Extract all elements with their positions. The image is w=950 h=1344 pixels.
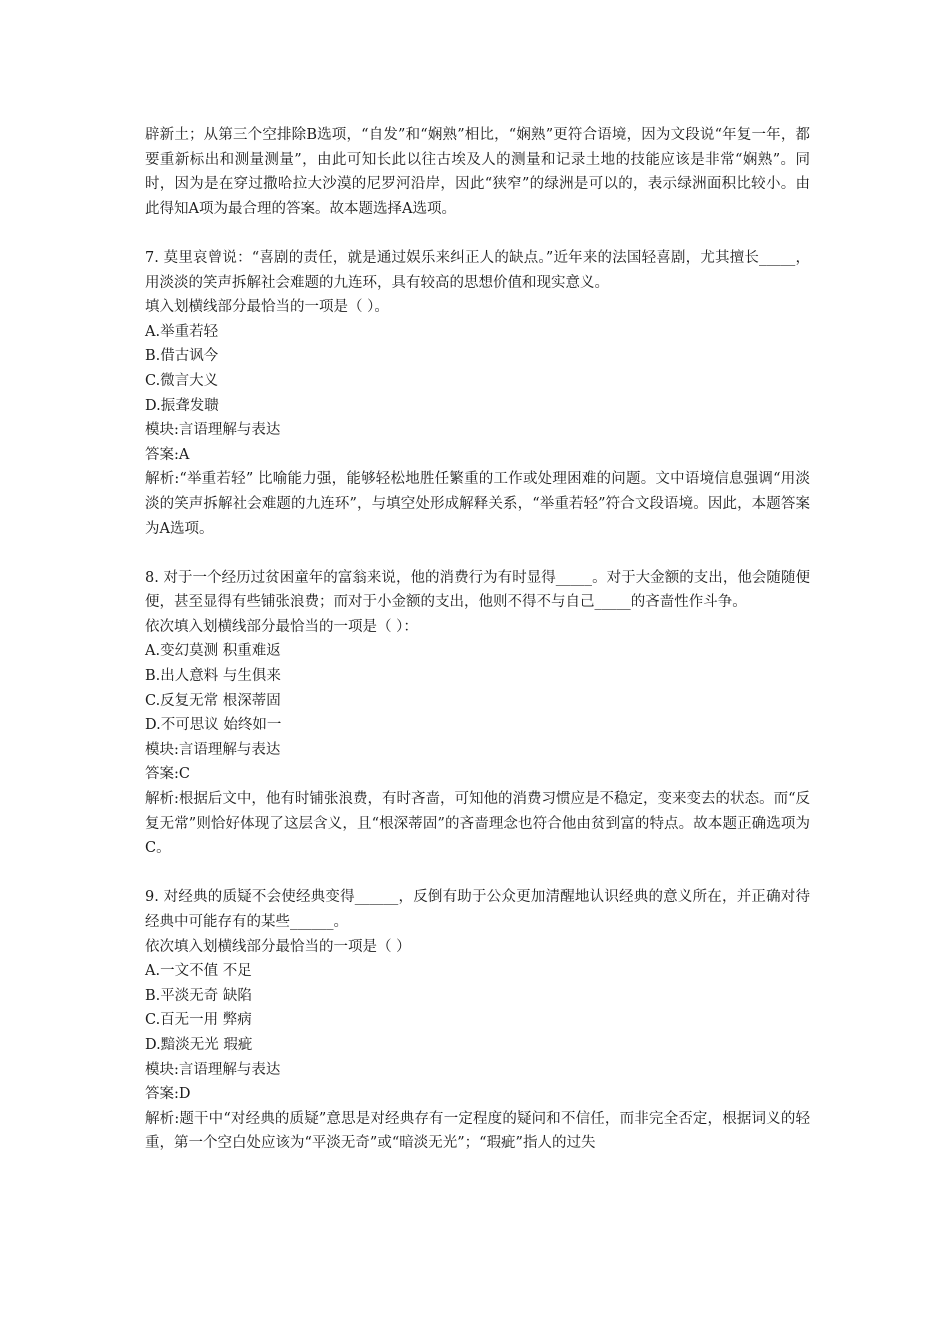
question-prompt: 填入划横线部分最恰当的一项是（ ）。 [145,299,389,316]
option-c: C.反复无常 根深蒂固 [145,692,281,709]
analysis-text: 解析:题干中“对经典的质疑”意思是对经典存有一定程度的疑问和不信任，而非完全否定，根据词义的轻重，第一个空白处应该为“平淡无奇”或“暗淡无光”；“瑕疵”指人的过失 [145,1110,810,1152]
option-c: C.微言大义 [145,372,219,389]
option-b: B.平淡无奇 缺陷 [145,987,252,1004]
question-prompt: 依次填入划横线部分最恰当的一项是（ ）： [145,618,418,635]
spacer [145,861,810,886]
option-d: D.黯淡无光 瑕疵 [145,1036,253,1053]
answer-label: 答案:D [145,1086,191,1103]
answer-label: 答案:A [145,446,190,463]
module-label: 模块:言语理解与表达 [145,741,281,758]
question-9 [145,885,810,1156]
question-7 [145,246,810,541]
option-d: D.振聋发聩 [145,397,219,414]
option-c: C.百无一用 弊病 [145,1012,252,1029]
option-a: A.一文不值 不足 [145,963,252,980]
option-b: B.出人意料 与生俱来 [145,668,281,685]
question-stem: 8. 对于一个经历过贫困童年的富翁来说，他的消费行为有时显得_____。对于大金额的支出，他会随随便便，甚至显得有些铺张浪费；而对于小金额的支出，他则不得不与自己_____的吝啬性作斗争。 [145,569,810,611]
option-d: D.不可思议 始终如一 [145,717,282,734]
question-8 [145,566,810,861]
answer-label: 答案:C [145,766,190,783]
spacer [145,541,810,566]
intro-paragraph: 辟新土；从第三个空排除B选项，“自发”和“娴熟”相比，“娴熟”更符合语境，因为文段说“年复一年，都要重新标出和测量测量”，由此可知长此以往古埃及人的测量和记录土地的技能应该是非常“娴熟”。同时，因为是在穿过撒哈拉大沙漠的尼罗河沿岸，因此“狭窄”的绿洲是可以的，表示绿洲面积比较小。由此得知A项为最合理的答案。故本题选择A选项。 [145,127,810,217]
spacer [145,221,810,246]
option-a: A.举重若轻 [145,323,219,340]
analysis-text: 解析:“举重若轻” 比喻能力强，能够轻松地胜任繁重的工作或处理困难的问题。文中语境信息强调“用淡淡的笑声拆解社会难题的九连环”，与填空处形成解释关系，“举重若轻”符合文段语境。因此，本题答案为A选项。 [145,471,810,537]
analysis-text: 解析:根据后文中，他有时铺张浪费，有时吝啬，可知他的消费习惯应是不稳定，变来变去的状态。而“反复无常”则恰好体现了这层含义，且“根深蒂固”的吝啬理念也符合他由贫到富的特点。故本题正确选项为C。 [145,791,810,857]
option-a: A.变幻莫测 积重难返 [145,643,281,660]
question-prompt: 依次填入划横线部分最恰当的一项是（ ） [145,938,411,955]
option-b: B.借古讽今 [145,348,219,365]
question-stem: 7. 莫里哀曾说：“喜剧的责任，就是通过娱乐来纠正人的缺点。”近年来的法国轻喜剧，尤其擅长_____，用淡淡的笑声拆解社会难题的九连环，具有较高的思想价值和现实意义。 [145,249,810,291]
question-stem: 9. 对经典的质疑不会使经典变得______，反倒有助于公众更加清醒地认识经典的意义所在，并正确对待经典中可能存有的某些______。 [145,889,810,930]
module-label: 模块:言语理解与表达 [145,422,281,439]
document-page [145,123,810,1156]
module-label: 模块:言语理解与表达 [145,1061,281,1078]
